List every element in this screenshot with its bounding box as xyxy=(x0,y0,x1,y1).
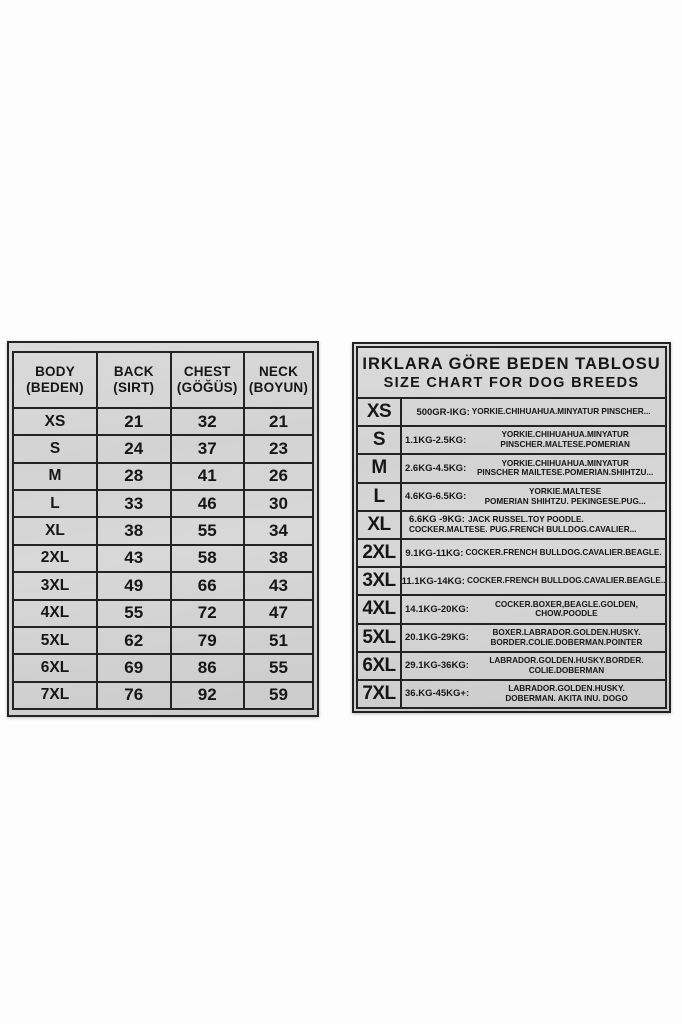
col-header-body xyxy=(13,352,97,408)
header-line: (GÖĞÜS) xyxy=(176,380,238,395)
weight-range: 36.KG-45KG+: xyxy=(405,688,470,700)
row-content xyxy=(402,540,665,566)
measurements-table-body xyxy=(13,408,313,709)
breed-line: YORKIE.CHIHUAHUA.MINYATUR xyxy=(501,458,629,468)
table-row xyxy=(356,484,667,512)
breed-line: YORKIE.CHIHUAHUA.MINYATUR xyxy=(501,430,629,440)
size-cell: 4XL xyxy=(358,596,402,622)
header-row xyxy=(13,352,313,408)
table-row xyxy=(356,512,667,540)
size-cell: L xyxy=(358,484,402,510)
breed-list xyxy=(471,600,662,620)
breed-line: CHOW.POODLE xyxy=(535,609,598,619)
size-cell: S xyxy=(13,435,97,462)
size-cell: 4XL xyxy=(13,600,97,627)
chest-cell: 41 xyxy=(171,463,245,490)
breed-list xyxy=(468,430,662,450)
size-cell: M xyxy=(13,463,97,490)
chart-title-turkish: IRKLARA GÖRE BEDEN TABLOSU xyxy=(362,354,661,373)
back-cell: 43 xyxy=(97,545,171,572)
breed-line: BORDER.COLIE.DOBERMAN.POINTER xyxy=(490,637,643,647)
breed-line: YORKIE.CHIHUAHUA.MINYATUR PINSCHER... xyxy=(471,407,651,417)
back-cell: 69 xyxy=(97,654,171,681)
row-content xyxy=(402,427,665,453)
table-row xyxy=(356,568,667,596)
breeds-chart-plate xyxy=(352,342,671,713)
table-row xyxy=(356,455,667,483)
row-content xyxy=(402,512,665,538)
breed-list xyxy=(471,684,662,704)
table-row xyxy=(356,399,667,427)
weight-range: 6.6KG -9KG: xyxy=(409,513,465,525)
weight-range: 11.1KG-14KG: xyxy=(401,575,465,587)
row-content xyxy=(402,681,665,707)
table-row xyxy=(13,545,313,572)
size-cell: 7XL xyxy=(13,682,97,709)
size-cell: XS xyxy=(358,399,402,425)
breed-line: COCKER.FRENCH BULLDOG.CAVALIER.BEAGLE. xyxy=(465,548,662,558)
back-cell: 28 xyxy=(97,463,171,490)
chest-cell: 46 xyxy=(171,490,245,517)
neck-cell: 30 xyxy=(244,490,313,517)
chart-title xyxy=(356,346,667,399)
breed-list xyxy=(467,576,665,586)
breed-line: COCKER.MALTESE. PUG.FRENCH BULLDOG.CAVALIER... xyxy=(409,525,637,535)
size-cell: 5XL xyxy=(358,625,402,651)
chest-cell: 32 xyxy=(171,408,245,435)
back-cell: 49 xyxy=(97,572,171,599)
measurements-table xyxy=(12,351,314,710)
breed-line: YORKIE.MALTESE xyxy=(529,486,602,496)
chest-cell: 79 xyxy=(171,627,245,654)
neck-cell: 26 xyxy=(244,463,313,490)
size-cell: 2XL xyxy=(358,540,402,566)
size-cell: 6XL xyxy=(13,654,97,681)
breed-list xyxy=(471,656,662,676)
neck-cell: 55 xyxy=(244,654,313,681)
weight-range: 500GR-IKG: xyxy=(416,406,470,418)
header-line: (BOYUN) xyxy=(248,380,309,395)
row-content xyxy=(402,653,665,679)
breeds-table-body xyxy=(356,399,667,709)
header-line: CHEST xyxy=(183,364,231,380)
neck-cell: 47 xyxy=(244,600,313,627)
back-cell: 21 xyxy=(97,408,171,435)
breed-list xyxy=(468,459,662,479)
row-content xyxy=(402,455,665,481)
back-cell: 62 xyxy=(97,627,171,654)
table-row xyxy=(356,625,667,653)
col-header-chest xyxy=(171,352,245,408)
chest-cell: 72 xyxy=(171,600,245,627)
size-cell: 2XL xyxy=(13,545,97,572)
row-content xyxy=(402,568,665,594)
header-line: (SIRT) xyxy=(113,380,155,395)
size-cell: S xyxy=(358,427,402,453)
breed-line: COLIE.DOBERMAN xyxy=(528,665,605,675)
size-cell: 3XL xyxy=(358,568,402,594)
table-row xyxy=(13,600,313,627)
breed-line: POMERIAN SHIHTZU. PEKINGESE.PUG... xyxy=(484,496,646,506)
breed-list xyxy=(471,628,662,648)
row-content xyxy=(402,625,665,651)
weight-range: 9.1KG-11KG: xyxy=(405,547,464,559)
breed-list xyxy=(405,514,662,535)
weight-range: 29.1KG-36KG: xyxy=(405,660,469,672)
table-row xyxy=(356,540,667,568)
chart-title-english: SIZE CHART FOR DOG BREEDS xyxy=(383,374,640,391)
header-line: BODY xyxy=(35,364,75,380)
row-content xyxy=(402,399,665,425)
back-cell: 76 xyxy=(97,682,171,709)
size-cell: XL xyxy=(358,512,402,538)
table-row xyxy=(356,427,667,455)
neck-cell: 43 xyxy=(244,572,313,599)
breed-line: LABRADOR.GOLDEN.HUSKY. xyxy=(508,684,625,694)
weight-range: 1.1KG-2.5KG: xyxy=(405,434,467,446)
chest-cell: 55 xyxy=(171,517,245,544)
table-row xyxy=(13,517,313,544)
neck-cell: 21 xyxy=(244,408,313,435)
header-line: NECK xyxy=(258,364,299,380)
breed-list xyxy=(465,548,661,558)
neck-cell: 51 xyxy=(244,627,313,654)
size-cell: 5XL xyxy=(13,627,97,654)
weight-range: 20.1KG-29KG: xyxy=(405,632,469,644)
row-content xyxy=(402,596,665,622)
breed-line: COCKER.BOXER,BEAGLE.GOLDEN, xyxy=(495,599,638,609)
breed-line: PINSCHER.MALTESE.POMERIAN xyxy=(500,440,630,450)
size-cell: 6XL xyxy=(358,653,402,679)
table-row xyxy=(13,572,313,599)
row-content xyxy=(402,484,665,510)
table-row xyxy=(13,627,313,654)
table-row xyxy=(13,435,313,462)
breed-list xyxy=(472,407,651,417)
back-cell: 55 xyxy=(97,600,171,627)
chest-cell: 92 xyxy=(171,682,245,709)
size-cell: 3XL xyxy=(13,572,97,599)
back-cell: 38 xyxy=(97,517,171,544)
table-row xyxy=(13,682,313,709)
breed-line: DOBERMAN. AKITA INU. DOGO xyxy=(505,693,628,703)
chest-cell: 58 xyxy=(171,545,245,572)
breed-line: BOXER.LABRADOR.GOLDEN.HUSKY. xyxy=(492,627,641,637)
size-cell: 7XL xyxy=(358,681,402,707)
chest-cell: 37 xyxy=(171,435,245,462)
table-row xyxy=(13,463,313,490)
size-cell: M xyxy=(358,455,402,481)
chest-cell: 66 xyxy=(171,572,245,599)
size-cell: L xyxy=(13,490,97,517)
neck-cell: 34 xyxy=(244,517,313,544)
breed-line: COCKER.FRENCH BULLDOG.CAVALIER.BEAGLE.. xyxy=(466,576,666,586)
back-cell: 33 xyxy=(97,490,171,517)
table-row xyxy=(13,490,313,517)
table-row xyxy=(13,654,313,681)
neck-cell: 23 xyxy=(244,435,313,462)
weight-range: 4.6KG-6.5KG: xyxy=(405,491,467,503)
header-line: (BEDEN) xyxy=(26,380,84,395)
breed-line: LABRADOR.GOLDEN.HUSKY.BORDER. xyxy=(489,655,644,665)
neck-cell: 38 xyxy=(244,545,313,572)
table-row xyxy=(356,596,667,624)
table-row xyxy=(13,408,313,435)
chest-cell: 86 xyxy=(171,654,245,681)
breed-line: 6.6KG -9KG: JACK RUSSEL.TOY POODLE. xyxy=(409,513,584,525)
weight-range: 2.6KG-4.5KG: xyxy=(405,462,467,474)
table-row xyxy=(356,681,667,709)
breed-line: PINSCHER MAILTESE.POMERIAN.SHIHTZU... xyxy=(476,468,654,478)
measurements-chart-plate xyxy=(7,341,319,717)
weight-range: 14.1KG-20KG: xyxy=(405,603,469,615)
back-cell: 24 xyxy=(97,435,171,462)
size-cell: XS xyxy=(13,408,97,435)
col-header-back xyxy=(97,352,171,408)
breed-list xyxy=(468,487,662,507)
neck-cell: 59 xyxy=(244,682,313,709)
table-row xyxy=(356,653,667,681)
header-line: BACK xyxy=(113,364,154,380)
col-header-neck xyxy=(244,352,313,408)
size-cell: XL xyxy=(13,517,97,544)
